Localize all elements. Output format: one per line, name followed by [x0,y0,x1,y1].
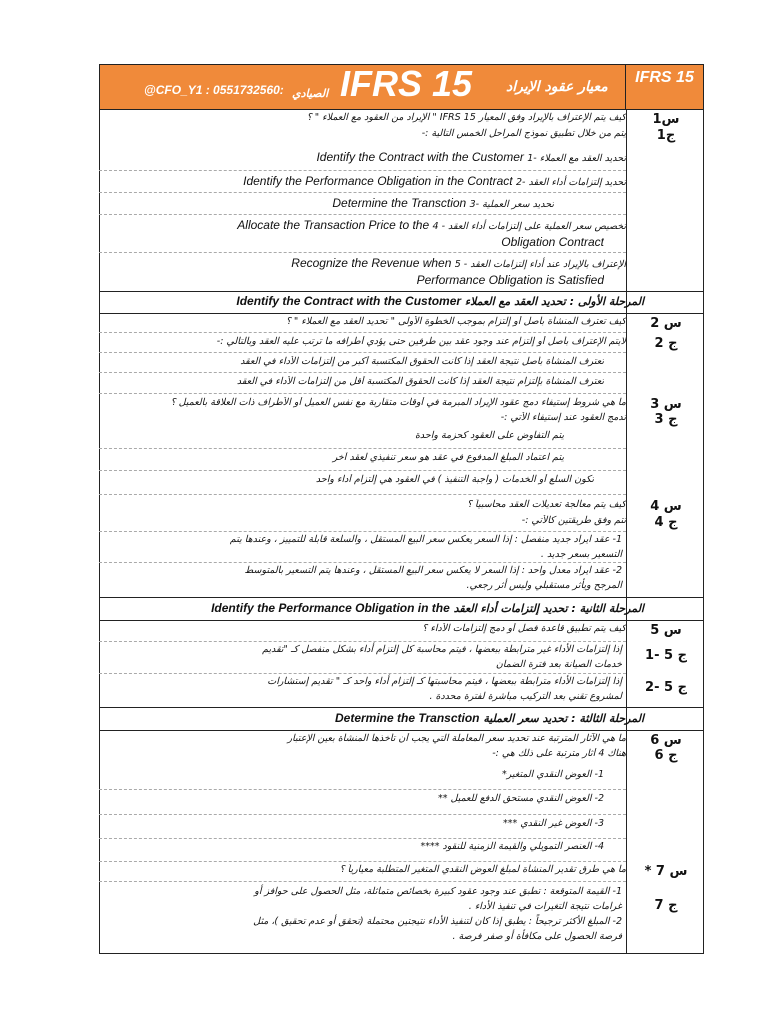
header-banner [99,64,704,110]
header-title-large: IFRS 15 [340,63,473,104]
a6-item-1-text: 1- العوض النقدي المتغير* [501,769,604,780]
q7-row [99,864,704,880]
a6-item-3 [99,818,704,836]
divider [99,252,626,253]
a2-text: لايتم الإعتراف بأصل أو إلتزام عند وجود عقد بين طرفين حتى يؤدي أطرافه ما ترتب عليه العقد وبالتالي :- [216,336,626,347]
divider [99,881,626,882]
bottom-border [99,953,704,954]
a2-row [99,336,704,352]
a4-row [99,515,704,529]
q3-row [99,397,704,411]
a4-option-2 [99,563,704,593]
header-title-ar: معيار عقود الإيراد [506,79,608,95]
divider [99,332,626,333]
step-3-text: Determine the Transction 3- تحديد سعر العملية [332,196,554,210]
stage-2-heading: المرحلة الثانية : تحديد إلتزامات أداء العقد Identify the Performance Obligation in the [211,601,644,615]
step-5 [99,256,704,290]
a3-text: تدمج العقود عند إستيفاء الأتي :- [500,412,626,423]
a6-item-1 [99,769,704,787]
q3-text: ما هي شروط إستيفاء دمج عقود الإيراد المبرمة في أوقات متقاربة مع نفس العميل أو الأطراف ذات العلاقة بالعميل ؟ [170,397,626,408]
a4-option-1-text: 1- عقد ايراد جديد منفصل : إذا السعر يعكس سعر البيع المستقل ، والسلعة قابلة للتمييز ، وعندها يتم التسعير بسعر جديد . [229,534,622,560]
q7-text: ما هي طرق تقدير المنشأة لمبلغ العوض النقدي المتغير المتطلبة معيارياً ؟ [339,864,626,875]
a5-1-text: إذا إلتزامات الأداء غير مترابطة ببعضها ، فيتم محاسبة كل إلتزام أداء بشكل منفصل كـ "تقديم خدمات الصيانة بعد فترة الضمان [262,644,622,670]
a6-row [99,748,704,762]
stage-3-heading: المرحلة الثالثة : تحديد سعر العملية Determine the Transction [335,711,644,725]
a3-label: ج 3 [654,412,678,427]
a6-label: ج 6 [654,748,678,763]
q1-text: كيف يتم الإعتراف بالإيراد وفق المعيار IFRS 15 " الإيراد من العقود مع العملاء " ؟ [306,112,626,123]
section-divider [99,730,704,731]
section-divider [99,291,704,292]
a3-line-3-text: تكون السلع أو الخدمات ( واجبة التنفيذ ) في العقود هي إلتزام أداء واحد [315,474,594,485]
section-divider [99,597,704,598]
a6-text: هناك 4 أثار مترتبة على ذلك هي :- [492,748,626,759]
a1-label: ج1 [656,128,676,143]
a4-option-1 [99,532,704,562]
q5-label: س 5 [650,623,682,638]
divider [99,861,626,862]
a6-item-2 [99,793,704,811]
a7-row [99,884,704,950]
a3-line-3 [99,474,704,490]
a2-line-2-text: تعترف المنشأة بإلتزام نتيجة العقد إذا كانت الحقوق المكتسبة أقل من إلتزامات الأداء في العقد [236,376,604,387]
divider [99,214,626,215]
divider [99,789,626,790]
q7-label: س 7 * [644,864,688,879]
divider [99,192,626,193]
q6-row [99,733,704,747]
q2-row [99,316,704,332]
a6-item-4 [99,841,704,859]
q4-label: س 4 [650,499,682,514]
q3-label: س 3 [650,397,682,412]
q1-row [99,112,704,126]
author-name: الصيادي [292,87,329,100]
q5-text: كيف يتم تطبيق قاعدة فصل أو دمج إلتزامات الأداء ؟ [422,623,626,634]
a3-line-2 [99,452,704,468]
step-3 [99,196,704,214]
a3-line-2-text: يتم اعتماد المبلغ المدفوع في عقد هو سعر تنفيذي لعقد آخر [332,452,564,463]
divider [99,838,626,839]
a5-2-row [99,674,704,704]
divider [99,814,626,815]
q2-label: س 2 [650,316,682,331]
a6-item-2-text: 2- العوض النقدي مستحق الدفع للعميل ** [437,793,604,804]
q6-label: س 6 [650,733,682,748]
divider [99,494,626,495]
q4-row [99,499,704,513]
q2-text: كيف تعترف المنشأة بأصل أو إلتزام بموجب الخطوة الأولى " تحديد العقد مع العملاء " ؟ [285,316,626,327]
divider [99,352,626,353]
step-5-text-2: Performance Obligation is Satisfied [416,273,604,287]
a5-1-row [99,642,704,672]
a4-label: ج 4 [654,515,678,530]
a6-item-4-text: 4- العنصر التمويلي والقيمة الزمنية للنقود **** [420,841,604,852]
a4-option-2-text: 2- عقد ايراد معدل واحد : إذا السعر لا يعكس سعر البيع المستقل ، وعندها يتم التسعير بالمتوسط المرجح ويأثر مستقبلي وليس أثر رجعي. [244,565,622,591]
q5-row [99,623,704,639]
step-1-text: Identify the Contract with the Customer 1- تحديد العقد مع العملاء [316,150,626,164]
stage-1-heading: المرحلة الأولى : تحديد العقد مع العملاء Identify the Contract with the Customer [236,294,644,308]
divider [99,372,626,373]
a2-line-1-text: تعترف المنشأة بأصل نتيجة العقد إذا كانت الحقوق المكتسبة أكبر من إلتزامات الأداء في العقد [240,356,604,367]
a2-label: ج 2 [654,336,678,351]
a1-text: يتم من خلال تطبيق نموذج المراحل الخمس التالية :- [421,128,626,139]
divider [99,470,626,471]
contact-text: @CFO_Y1 : 0551732560: [144,83,284,97]
step-2-text: Identify the Performance Obligation in the Contract 2- تحديد إلتزامات أداء العقد [243,174,626,188]
a2-line-1 [99,356,704,372]
a5-1-label: ج 5 -1 [645,648,687,663]
a6-item-3-text: 3- العوض غير النقدي *** [502,818,604,829]
section-divider [99,620,704,621]
ifrs15-sheet [99,64,704,954]
step-4 [99,218,704,252]
divider [99,170,626,171]
step-2 [99,174,704,192]
a7-label: ج 7 [654,898,678,913]
a5-2-label: ج 5 -2 [645,680,687,695]
a3-row [99,412,704,426]
section-divider [99,707,704,708]
section-divider [99,313,704,314]
a5-2-text: إذا إلتزامات الأداء مترابطة ببعضها ، فيتم محاسبتها كـ إلتزام أداء واحد كـ " تقديم إستشارات لمشروع تقني بعد التركيب مباشرة لفترة محددة . [267,676,622,702]
step-4-text-2: Obligation Contract [501,235,604,249]
step-1 [99,150,704,168]
q1-label: س1 [652,112,680,127]
a7-text: 1- القيمة المتوقعة : تطبق عند وجود عقود كبيرة بخصائص متماثلة، مثل الحصول على حوافز أو غرامات نتيجة التغيرات في تنفيذ الأداء . 2- المبلغ الأكثر ترجيحاً : يطبق إذا كان لتنفيذ الأداء نتيجتين محتملة (تحقق أو عدم تحقيق )، مثل فرصة الحصول على مكافأة أو صفر فرصة . [253,886,622,942]
a4-text: تتم وفق طريقتين كالأتي :- [521,515,626,526]
a2-line-2 [99,376,704,392]
divider [99,393,626,394]
a3-line-1-text: يتم التفاوض على العقود كحزمة واحدة [414,430,564,441]
step-5-text: Recognize the Revenue when 5 - الإعتراف بالإيراد عند أداء إلتزامات العقد [291,256,626,270]
step-4-text: Allocate the Transaction Price to the 4 - تخصيص سعر العملية على إلتزامات أداء العقد [237,218,626,232]
divider [99,448,626,449]
a3-line-1 [99,430,704,446]
q6-text: ما هي الآثار المترتبة عند تحديد سعر المعاملة التي يجب أن تأخذها المنشأة بعين الإعتبار [287,733,626,744]
q4-text: كيف يتم معالجة تعديلات العقد محاسبياً ؟ [467,499,626,510]
header-code-cell: IFRS 15 [625,65,703,109]
a1-row [99,128,704,142]
